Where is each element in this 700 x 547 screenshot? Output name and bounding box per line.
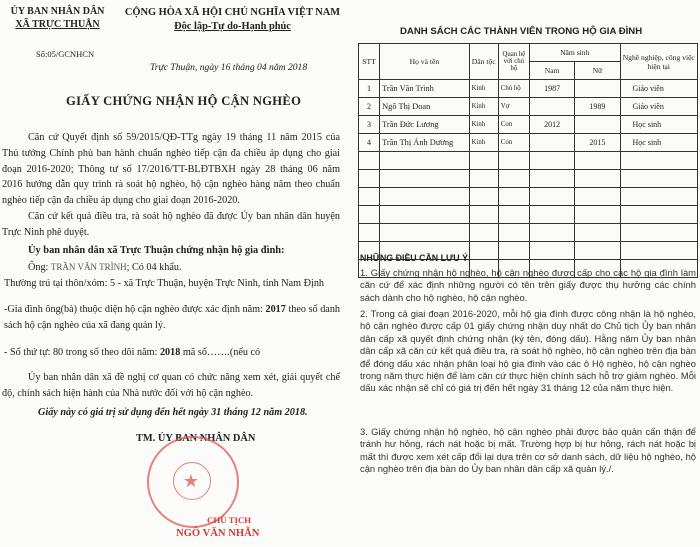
cell-ethnicity: [469, 188, 498, 206]
cell-male: [529, 152, 574, 170]
cell-relation: Chủ hộ: [498, 80, 529, 98]
members-title: DANH SÁCH CÁC THÀNH VIÊN TRONG HỘ GIA ĐÌNH: [400, 26, 643, 37]
cell-female: [575, 80, 620, 98]
note-2: 2. Trong cả giai đoạn 2016-2020, mỗi hộ gia đình được công nhận là hộ nghèo, hộ cận nghèo được cấp 01 giấy chứng nhận duy nhất do Chủ tịch Ủy ban nhân dân cấp xã quyết định chứng nhận (ký tên, đóng dấu). Hằng năm Ủy ban nhân dân cấp xã căn cứ kết quả điều tra, rà soát hộ nghèo, hộ cận nghèo trên địa bàn để đóng dấu xác nhận phân loại hộ gia đình vào các ô Hộ nghèo, hộ cận nghèo trong năm thực hiện để làm căn cứ thực hiện chính sách hỗ trợ giảm nghèo. Mỗi dấu xác nhận sẽ chỉ có giá trị đến hết ngày 31 tháng 12 của năm thực hiện.: [360, 308, 696, 394]
nation-header: [120, 6, 345, 33]
cell-relation: [498, 188, 529, 206]
cell-name: Trần Thị Ánh Dương: [380, 134, 470, 152]
cell-job: [620, 206, 698, 224]
cell-job: [620, 242, 698, 260]
certificate-page: [0, 0, 345, 547]
cell-stt: 3: [359, 116, 380, 134]
cell-male: [529, 242, 574, 260]
address-line: Thường trú tại thôn/xóm: 5 - xã Trực Thuận, huyện Trực Ninh, tỉnh Nam Định: [4, 278, 325, 289]
cell-male: [529, 224, 574, 242]
cell-male: [529, 134, 574, 152]
place-date: Trực Thuận, ngày 16 tháng 04 năm 2018: [150, 62, 308, 73]
note-3: 3. Giấy chứng nhận hộ nghèo, hộ cận nghèo phải được bảo quản cẩn thận để tránh hư hỏng, rách nát hoặc bị mất. Trường hợp bị hư hỏng, rách nát hoặc bị mất thì được xem xét cấp đổi lại dựa trên cơ sở danh sách, dữ liệu hộ nghèo, hộ cận nghèo trên địa bàn do Ủy ban nhân dân cấp xã quản lý./.: [360, 426, 696, 475]
cell-stt: 4: [359, 134, 380, 152]
cell-relation: [498, 206, 529, 224]
table-row: [359, 98, 698, 116]
owner-label: Ông:: [28, 262, 49, 273]
cell-job: [620, 224, 698, 242]
cell-relation: Con: [498, 116, 529, 134]
request-paragraph: Ủy ban nhân dân xã đề nghị cơ quan có chức năng xem xét, giải quyết chế độ, chính sách hiện hành của Nhà nước đối với hộ cận nghèo.: [2, 372, 340, 399]
table-row: [359, 80, 698, 98]
header-birth-year: Năm sinh: [529, 44, 620, 62]
cell-relation: Vợ: [498, 98, 529, 116]
cell-relation: Con: [498, 134, 529, 152]
cell-stt: [359, 170, 380, 188]
cell-name: [380, 188, 470, 206]
header-job: Nghề nghiệp, công việc hiện tại: [620, 44, 698, 80]
validity-note: Giấy này có giá trị sử dụng đến hết ngày 31 tháng 12 năm 2018.: [38, 407, 308, 418]
near-poor-year-paragraph: [0, 302, 340, 334]
list-year: 2017: [265, 304, 286, 315]
owner-line: [28, 260, 182, 276]
agency-line1: ỦY BAN NHÂN DÂN: [10, 6, 105, 17]
cell-female: 2015: [575, 134, 620, 152]
cell-male: 1987: [529, 80, 574, 98]
cell-name: Ngô Thị Doan: [380, 98, 470, 116]
signer-title: CHỦ TỊCH: [207, 515, 252, 525]
cell-name: [380, 152, 470, 170]
cell-relation: [498, 224, 529, 242]
nation-line1: CỘNG HÒA XÃ HỘI CHỦ NGHĨA VIỆT NAM: [124, 7, 341, 18]
list-pre: -Gia đình ông(bà) thuộc diện hộ cận nghèo được xác định năm:: [4, 304, 263, 315]
star-icon: ★: [182, 471, 200, 491]
cell-stt: [359, 206, 380, 224]
order-year: 2018: [159, 347, 181, 358]
cell-female: [575, 242, 620, 260]
cell-job: Học sinh: [620, 116, 698, 134]
cell-relation: [498, 152, 529, 170]
note-1: 1. Giấy chứng nhận hộ nghèo, hộ cận nghèo được cấp cho các hộ gia đình làm căn cứ để xác định những người có tên trên giấy được thụ hưởng các chính sách dành cho hộ nghèo, hộ cận nghèo.: [360, 267, 696, 303]
cell-female: [575, 170, 620, 188]
cell-female: 1989: [575, 98, 620, 116]
signer-name: NGÔ VĂN NHẪN: [176, 528, 260, 539]
cell-male: [529, 206, 574, 224]
empty-table-row: [359, 170, 698, 188]
table-header-row: [359, 44, 698, 62]
header-ethnicity: Dân tộc: [469, 44, 498, 80]
cell-stt: [359, 188, 380, 206]
cell-stt: 2: [359, 98, 380, 116]
cell-name: [380, 206, 470, 224]
cell-ethnicity: [469, 170, 498, 188]
member-list-page: [350, 0, 700, 547]
empty-table-row: [359, 224, 698, 242]
doc-number: Số:05/GCNHCN: [36, 49, 95, 59]
cell-female: [575, 152, 620, 170]
cell-ethnicity: Kinh: [469, 98, 498, 116]
cell-female: [575, 116, 620, 134]
owner-members: ; Có 04 khẩu.: [126, 262, 182, 273]
cell-name: [380, 170, 470, 188]
empty-table-row: [359, 188, 698, 206]
order-pre: - Số thứ tự: 80 trong số theo dõi năm:: [4, 347, 158, 358]
cell-ethnicity: [469, 224, 498, 242]
cell-ethnicity: [469, 242, 498, 260]
empty-table-row: [359, 206, 698, 224]
page-title: GIẤY CHỨNG NHẬN HỘ CẬN NGHÈO: [66, 94, 302, 108]
agency-header: [5, 6, 110, 31]
cell-stt: 1: [359, 80, 380, 98]
nation-line2: Độc lập-Tự do-Hạnh phúc: [174, 20, 291, 32]
cell-ethnicity: Kinh: [469, 116, 498, 134]
cell-male: 2012: [529, 116, 574, 134]
cell-male: [529, 98, 574, 116]
cell-male: [529, 188, 574, 206]
members-table: [358, 43, 698, 278]
header-female: Nữ: [575, 62, 620, 80]
cell-name: Trần Văn Trình: [380, 80, 470, 98]
cell-stt: [359, 152, 380, 170]
notes-title: NHỮNG ĐIỀU CẦN LƯU Ý:: [360, 253, 471, 263]
cell-job: [620, 188, 698, 206]
legal-basis-paragraph: Căn cứ Quyết định số 59/2015/QĐ-TTg ngày 19 tháng 11 năm 2015 của Thủ tướng Chính phủ ban hành chuẩn nghèo tiếp cận đa chiều áp dụng cho giai đoạn 2016-2020; Thông tư số 17/2016/TT-BLĐTBXH ngày 28 tháng 06 năm 2016 hướng dẫn quy trình rà soát hộ nghèo, hộ cận nghèo hàng năm theo chuẩn nghèo tiếp cận đa chiều áp dụng cho giai đoạn 2016-2020.: [2, 132, 340, 207]
order-post: mã số…….(nếu có: [182, 347, 261, 358]
cell-female: [575, 206, 620, 224]
header-male: Nam: [529, 62, 574, 80]
cell-female: [575, 224, 620, 242]
survey-basis-paragraph: Căn cứ kết quả điều tra, rà soát hộ nghèo đã được Ủy ban nhân dân huyện Trực Ninh phê duyệt.: [2, 211, 340, 238]
header-name: Họ và tên: [380, 44, 470, 80]
list-post: theo số danh sách hộ cận nghèo của xã đang quản lý.: [4, 304, 341, 331]
empty-table-row: [359, 152, 698, 170]
cell-stt: [359, 224, 380, 242]
cell-job: Giáo viên: [620, 98, 698, 116]
owner-name: TRẦN VĂN TRÌNH: [50, 262, 127, 272]
cell-name: [380, 224, 470, 242]
table-row: [359, 116, 698, 134]
cell-ethnicity: [469, 206, 498, 224]
cell-job: [620, 152, 698, 170]
cell-job: Học sinh: [620, 134, 698, 152]
cell-female: [575, 188, 620, 206]
certify-statement: Ủy ban nhân dân xã Trực Thuận chứng nhận hộ gia đình:: [28, 245, 285, 256]
cell-ethnicity: Kinh: [469, 134, 498, 152]
cell-ethnicity: [469, 152, 498, 170]
cell-ethnicity: Kinh: [469, 80, 498, 98]
cell-relation: [498, 170, 529, 188]
signing-organization: TM. ỦY BAN NHÂN DÂN: [136, 433, 256, 444]
header-relation: Quan hệ với chủ hộ: [498, 44, 529, 80]
table-row: [359, 134, 698, 152]
header-stt: STT: [359, 44, 380, 80]
members-table-body: [359, 80, 698, 278]
cell-job: [620, 170, 698, 188]
cell-job: Giáo viên: [620, 80, 698, 98]
agency-line2: XÃ TRỰC THUẬN: [15, 18, 100, 30]
order-number-line: [4, 345, 260, 361]
cell-name: Trần Đức Lương: [380, 116, 470, 134]
cell-male: [529, 170, 574, 188]
cell-relation: [498, 242, 529, 260]
